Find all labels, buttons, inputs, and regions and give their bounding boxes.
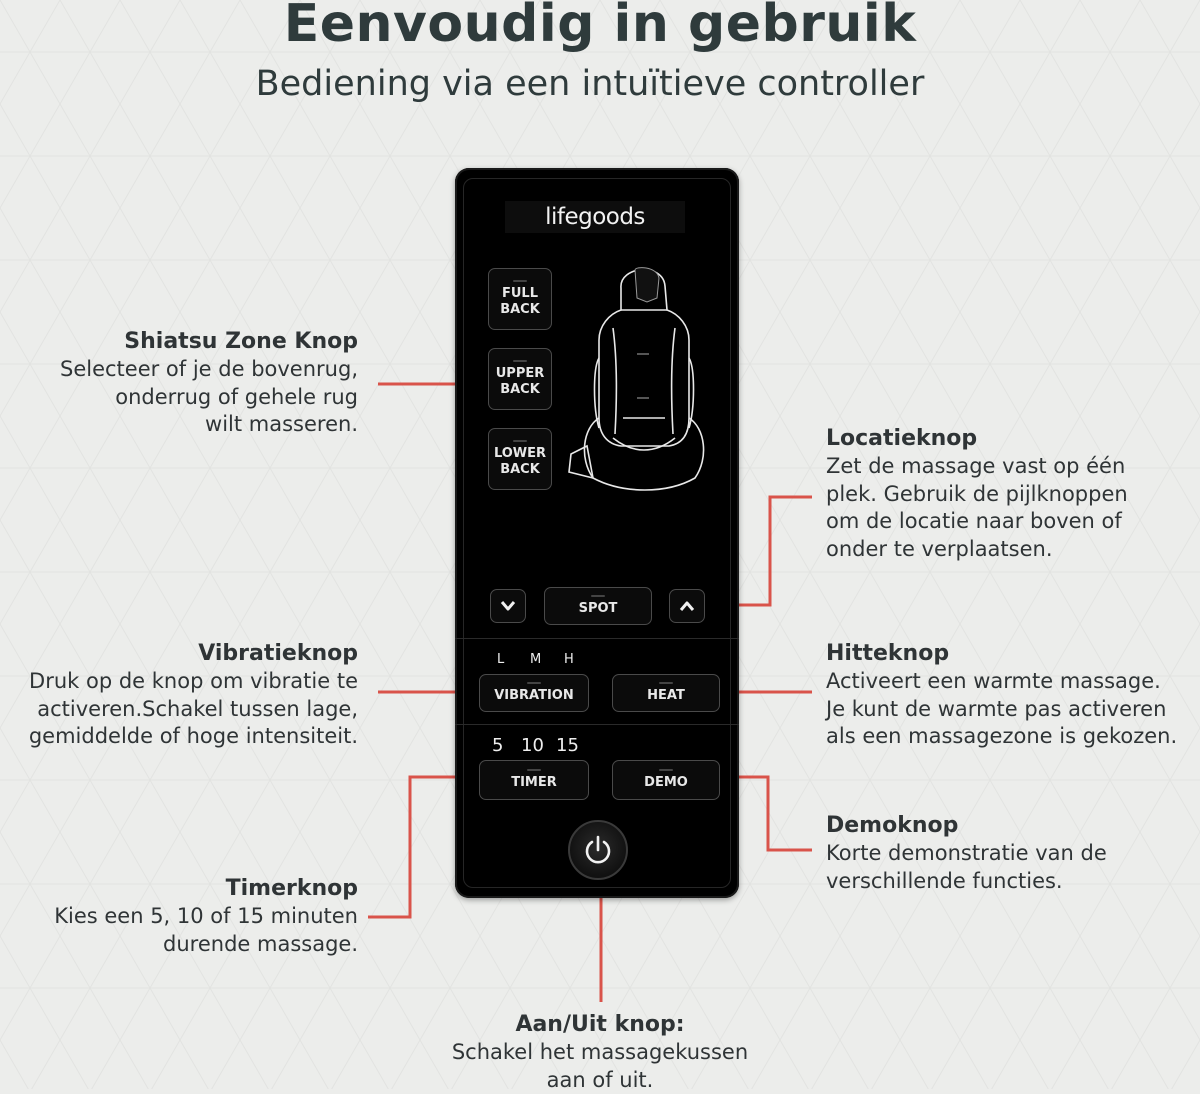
intensity-label-medium: M — [530, 652, 541, 667]
annotation-shiatsu-line: wilt masseren. — [60, 411, 358, 439]
annotation-shiatsu-title: Shiatsu Zone Knop — [60, 328, 358, 356]
annotation-timer-line: Kies een 5, 10 of 15 minuten — [54, 903, 358, 931]
indicator-led — [591, 595, 605, 597]
annotation-timer — [54, 875, 358, 958]
demo-label: DEMO — [644, 775, 688, 791]
spot-label: SPOT — [579, 601, 618, 617]
power-icon — [582, 834, 614, 866]
full-back-label: BACK — [500, 302, 540, 318]
annotation-power-line: Schakel het massagekussen — [400, 1039, 800, 1067]
annotation-timer-line: durende massage. — [54, 931, 358, 959]
annotation-power — [400, 1011, 800, 1094]
annotation-hitte — [826, 640, 1177, 751]
spot-button[interactable] — [544, 587, 652, 625]
full-back-label: FULL — [500, 286, 540, 302]
heat-label: HEAT — [647, 688, 685, 704]
annotation-demo-line: verschillende functies. — [826, 868, 1107, 896]
annotation-vibratie-line: activeren.Schakel tussen lage, — [29, 696, 358, 724]
indicator-led — [527, 682, 541, 684]
annotation-power-line: aan of uit. — [400, 1067, 800, 1094]
full-back-button[interactable] — [488, 268, 552, 330]
timer-value-15: 15 — [556, 735, 579, 756]
indicator-led — [659, 682, 673, 684]
vibration-button[interactable] — [479, 674, 589, 712]
indicator-led — [513, 280, 527, 282]
intensity-label-high: H — [564, 652, 574, 667]
annotation-locatie-line: plek. Gebruik de pijlknoppen — [826, 481, 1128, 509]
annotation-locatie-line: Zet de massage vast op één — [826, 453, 1128, 481]
demo-button[interactable] — [612, 760, 720, 800]
chevron-down-icon — [500, 600, 516, 612]
upper-back-label: UPPER — [496, 366, 545, 382]
annotation-vibratie — [29, 640, 358, 751]
annotation-power-title: Aan/Uit knop: — [400, 1011, 800, 1039]
timer-button[interactable] — [479, 760, 589, 800]
heat-button[interactable] — [612, 674, 720, 712]
annotation-vibratie-title: Vibratieknop — [29, 640, 358, 668]
power-button[interactable] — [568, 820, 628, 880]
annotation-timer-title: Timerknop — [54, 875, 358, 903]
annotation-locatie-line: om de locatie naar boven of — [826, 508, 1128, 536]
annotation-vibratie-line: gemiddelde of hoge intensiteit. — [29, 723, 358, 751]
annotation-locatie — [826, 425, 1128, 563]
annotation-locatie-line: onder te verplaatsen. — [826, 536, 1128, 564]
annotation-demo-title: Demoknop — [826, 812, 1107, 840]
timer-label: TIMER — [511, 775, 557, 791]
annotation-demo — [826, 812, 1107, 895]
annotation-hitte-line: als een massagezone is gekozen. — [826, 723, 1177, 751]
timer-value-5: 5 — [492, 735, 503, 756]
divider — [455, 724, 739, 725]
annotation-locatie-title: Locatieknop — [826, 425, 1128, 453]
annotation-shiatsu — [60, 328, 358, 439]
annotation-demo-line: Korte demonstratie van de — [826, 840, 1107, 868]
brand-logo: lifegoods — [505, 201, 685, 233]
page-title: Eenvoudig in gebruik — [0, 0, 1200, 54]
chevron-up-icon — [679, 600, 695, 612]
remote-controller — [455, 168, 739, 898]
annotation-hitte-title: Hitteknop — [826, 640, 1177, 668]
upper-back-button[interactable] — [488, 348, 552, 410]
indicator-led — [513, 360, 527, 362]
indicator-led — [513, 440, 527, 442]
divider — [455, 638, 739, 639]
annotation-shiatsu-line: Selecteer of je de bovenrug, — [60, 356, 358, 384]
upper-back-label: BACK — [496, 382, 545, 398]
annotation-shiatsu-line: onderrug of gehele rug — [60, 384, 358, 412]
lower-back-label: LOWER — [494, 446, 546, 462]
page-subtitle: Bediening via een intuïtieve controller — [0, 64, 1180, 104]
annotation-hitte-line: Activeert een warmte massage. — [826, 668, 1177, 696]
spot-up-button[interactable] — [669, 589, 705, 623]
indicator-led — [527, 769, 541, 771]
spot-down-button[interactable] — [490, 589, 526, 623]
annotation-hitte-line: Je kunt de warmte pas activeren — [826, 696, 1177, 724]
indicator-led — [659, 769, 673, 771]
lower-back-label: BACK — [494, 462, 546, 478]
vibration-label: VIBRATION — [494, 688, 574, 704]
massage-chair-icon — [563, 258, 713, 498]
intensity-label-low: L — [497, 652, 504, 667]
lower-back-button[interactable] — [488, 428, 552, 490]
timer-value-10: 10 — [521, 735, 544, 756]
annotation-vibratie-line: Druk op de knop om vibratie te — [29, 668, 358, 696]
